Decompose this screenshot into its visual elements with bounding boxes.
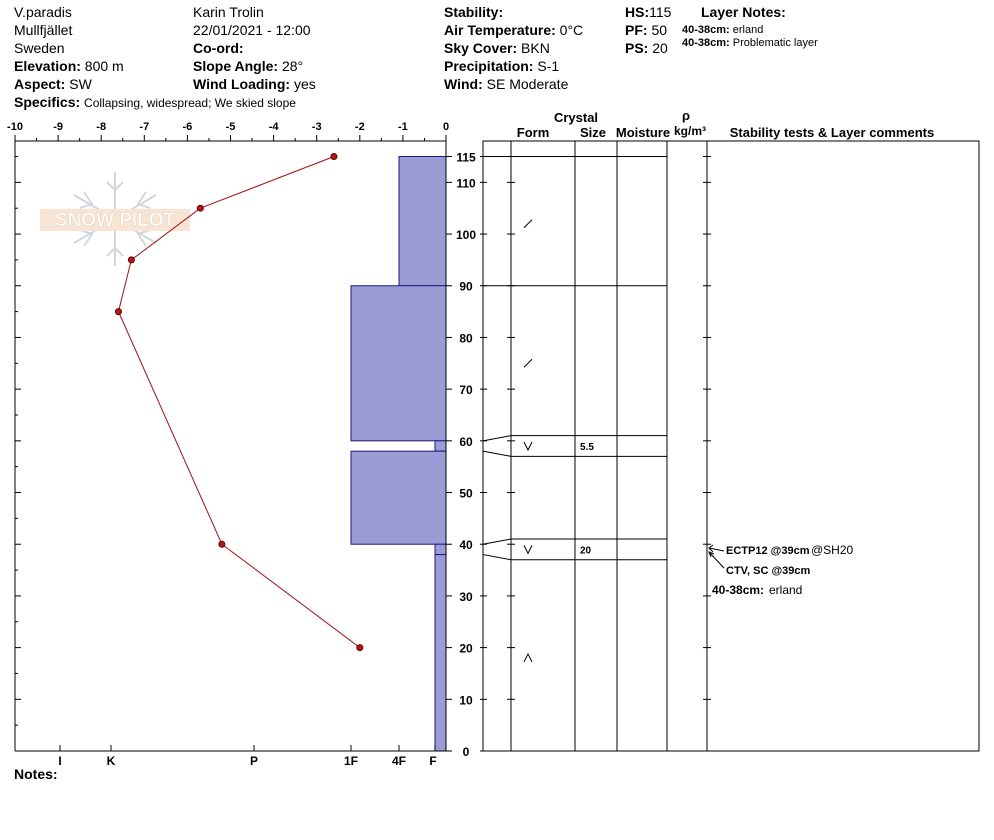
temperature-point [197, 205, 203, 211]
comment-text: erland [769, 583, 803, 597]
density-unit-header: kg/m³ [673, 124, 707, 138]
crystal-form-icon [524, 220, 532, 228]
elevation-label: Elevation: [14, 58, 81, 74]
region: Mullfjället [14, 22, 73, 38]
height-tick-label: 30 [459, 589, 473, 604]
snowpilot-watermark [40, 172, 190, 266]
height-tick-label: 10 [459, 693, 473, 708]
hs-value: 115 [649, 4, 672, 20]
watermark-text: SNOW PILOT [54, 210, 176, 231]
height-tick-label: 50 [459, 486, 473, 501]
test-ctv: CTV, SC @39cm [726, 565, 811, 577]
precip-label: Precipitation: [444, 58, 534, 74]
aspect-value: SW [69, 76, 92, 92]
hs-label: HS: [625, 4, 650, 20]
crystal-form-icon [524, 442, 532, 450]
slope-label: Slope Angle: [193, 58, 279, 74]
temp-tick-label: -4 [268, 121, 279, 133]
hardness-bar [351, 451, 446, 544]
layer-notes-label: Layer Notes: [701, 4, 786, 20]
hardness-label: I [58, 754, 62, 768]
height-tick-label: 60 [459, 434, 473, 449]
height-tick-label: 90 [459, 279, 473, 294]
slope-value: 28° [281, 58, 304, 74]
temp-tick-label: -10 [7, 121, 23, 133]
rho-header: ρ [681, 108, 691, 123]
stability-label: Stability: [444, 4, 504, 20]
wind-loading-value: yes [293, 76, 316, 92]
wind-label: Wind: [444, 76, 483, 92]
specifics-value: Collapsing, widespread; We skied slope [84, 96, 296, 110]
pf-value: 50 [651, 22, 668, 38]
temperature-point [219, 541, 225, 547]
ps-value: 20 [652, 40, 668, 56]
height-tick-label: 100 [455, 228, 477, 243]
layer-note-text: Problematic layer [732, 37, 818, 49]
hardness-label: 4F [391, 754, 407, 768]
temp-tick-label: -9 [53, 121, 63, 133]
hardness-bar [399, 157, 446, 286]
sky-label: Sky Cover: [444, 40, 518, 56]
notes-label: Notes: [14, 766, 58, 782]
datetime: 22/01/2021 - 12:00 [193, 22, 311, 38]
country: Sweden [14, 40, 65, 56]
precip-value: S-1 [537, 58, 560, 74]
height-tick-label: 20 [459, 641, 473, 656]
layer-note-depth: 40-38cm: [682, 24, 730, 36]
height-tick-label: 80 [459, 331, 473, 346]
height-tick-label: 115 [456, 150, 476, 165]
crystal-header: Crystal [553, 110, 599, 125]
crystal-size: 5.5 [580, 442, 594, 453]
height-tick-label: 0 [462, 745, 470, 759]
wind-loading-label: Wind Loading: [193, 76, 291, 92]
location: V.paradis [14, 4, 72, 20]
wind-value: SE Moderate [486, 76, 569, 92]
crystal-form-icon [524, 359, 532, 367]
test-ectp-shear: @SH20 [811, 543, 854, 557]
temp-tick-label: -5 [225, 121, 236, 133]
height-tick-label: 70 [459, 383, 473, 398]
layer-note-depth: 40-38cm: [682, 37, 730, 49]
temperature-point [331, 154, 337, 160]
observer: Karin Trolin [193, 4, 264, 20]
stability-tests [709, 543, 854, 597]
specifics-label: Specifics: [14, 94, 81, 110]
elevation-value: 800 m [84, 58, 124, 74]
crystal-form-icon [524, 654, 532, 662]
temp-tick-label: -8 [96, 121, 107, 133]
hardness-label: P [249, 754, 259, 768]
form-header: Form [516, 125, 550, 140]
height-tick-label: 110 [456, 176, 476, 191]
coord-label: Co-ord: [193, 40, 244, 56]
temp-tick-label: 0 [442, 121, 450, 133]
temp-tick-label: -1 [398, 121, 408, 133]
hardness-label: 1F [343, 754, 359, 768]
ps-label: PS: [625, 40, 649, 56]
temp-tick-label: -3 [311, 121, 322, 133]
hardness-bar [435, 544, 446, 554]
hardness-bar [351, 286, 446, 441]
temp-tick-label: -2 [354, 121, 365, 133]
comment-depth: 40-38cm: [712, 583, 765, 597]
test-ectp: ECTP12 @39cm [726, 545, 810, 557]
tests-header: Stability tests & Layer comments [729, 125, 935, 140]
temperature-point [357, 645, 363, 651]
aspect-label: Aspect: [14, 76, 66, 92]
sky-value: BKN [521, 40, 550, 56]
hardness-bar [435, 441, 446, 451]
temp-tick-label: -7 [139, 121, 150, 133]
size-header: Size [579, 125, 607, 140]
crystal-form-icon [524, 545, 532, 553]
crystal-size: 20 [580, 545, 592, 557]
layer-note-text: erland [732, 24, 764, 36]
pf-label: PF: [625, 22, 648, 38]
hardness-label: F [429, 754, 437, 768]
layer-table-frame [483, 141, 979, 751]
moisture-header: Moisture [615, 125, 671, 140]
height-tick-label: 40 [459, 538, 473, 553]
temp-tick-label: -6 [182, 121, 193, 133]
temperature-point [115, 309, 121, 315]
hardness-bar [435, 555, 446, 751]
temperature-point [128, 257, 134, 263]
air-temp-label: Air Temperature: [444, 22, 556, 38]
hardness-label: K [106, 754, 116, 768]
layer-table [446, 141, 979, 759]
air-temp-value: 0°C [559, 22, 584, 38]
